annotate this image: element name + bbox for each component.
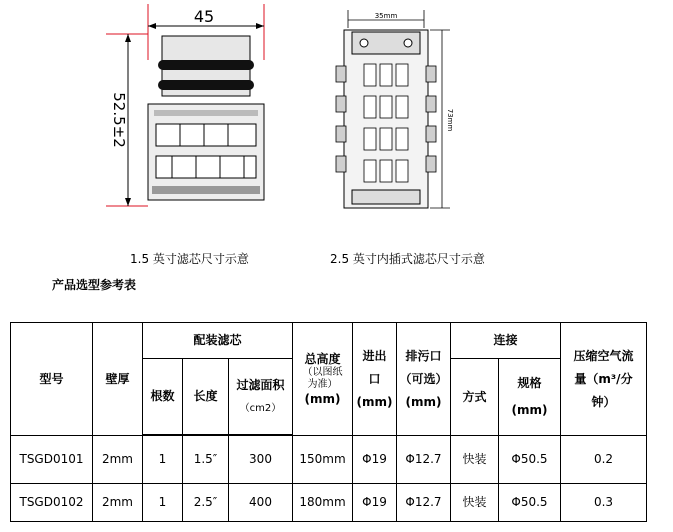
cell-height: 150mm — [293, 436, 353, 484]
cell-length: 1.5″ — [183, 436, 229, 484]
cell-wall: 2mm — [93, 436, 143, 484]
header-connect-group: 连接 — [451, 323, 561, 359]
cell-count: 1 — [143, 484, 183, 522]
cell-method: 快装 — [451, 436, 499, 484]
cell-length: 2.5″ — [183, 484, 229, 522]
section-title: 产品选型参考表 — [52, 278, 137, 292]
cell-air: 0.3 — [561, 484, 647, 522]
height-dimension-label: 73mm — [446, 108, 454, 132]
header-drain: 排污口 （可选） (mm) — [397, 323, 451, 436]
header-inout: 进出 口 (mm) — [353, 323, 397, 436]
cell-drain: Φ12.7 — [397, 436, 451, 484]
cell-air: 0.2 — [561, 436, 647, 484]
table-row — [11, 436, 647, 484]
figure-2-caption: 2.5 英寸内插式滤芯尺寸示意 — [330, 252, 485, 266]
header-filter-group: 配装滤芯 — [143, 323, 293, 359]
header-wall: 壁厚 — [93, 323, 143, 436]
header-height: 总高度 （以图纸 为准） (mm) — [293, 323, 353, 436]
product-selection-table — [10, 322, 647, 522]
header-spec: 规格 (mm) — [499, 359, 561, 436]
filter-1-5-drawing — [100, 0, 290, 240]
header-method: 方式 — [451, 359, 499, 436]
height-dimension-label: 52.5±2 — [110, 92, 128, 148]
cell-area: 300 — [229, 436, 293, 484]
cell-model: TSGD0102 — [11, 484, 93, 522]
cell-method: 快装 — [451, 484, 499, 522]
width-dimension-label: 35mm — [374, 12, 398, 20]
cell-wall: 2mm — [93, 484, 143, 522]
cell-area: 400 — [229, 484, 293, 522]
header-area: 过滤面积 （cm2） — [229, 359, 293, 435]
header-count: 根数 — [143, 359, 183, 435]
cell-spec: Φ50.5 — [499, 484, 561, 522]
cell-height: 180mm — [293, 484, 353, 522]
filter-2-5-drawing — [318, 8, 458, 218]
header-length: 长度 — [183, 359, 229, 435]
cell-model: TSGD0101 — [11, 436, 93, 484]
table-row — [11, 484, 647, 522]
cell-drain: Φ12.7 — [397, 484, 451, 522]
width-dimension-label: 45 — [193, 7, 215, 26]
header-model: 型号 — [11, 323, 93, 436]
cell-inout: Φ19 — [353, 484, 397, 522]
cell-inout: Φ19 — [353, 436, 397, 484]
header-air-flow: 压缩空气流 量（m³/分 钟） — [561, 323, 647, 436]
cell-count: 1 — [143, 436, 183, 484]
figure-1-caption: 1.5 英寸滤芯尺寸示意 — [130, 252, 249, 266]
cell-spec: Φ50.5 — [499, 436, 561, 484]
